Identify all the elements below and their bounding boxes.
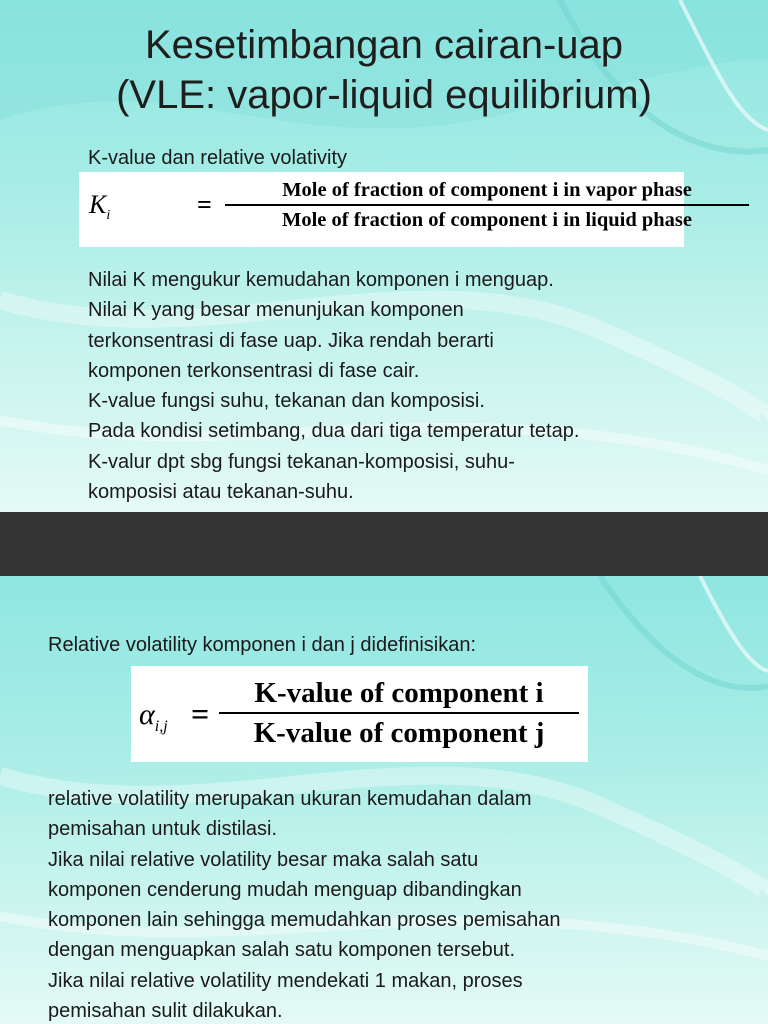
body-line: dengan menguapkan salah satu komponen tersebut.: [48, 939, 516, 962]
formula-denominator: K-value of component j: [219, 712, 579, 752]
body-line: K-valur dpt sbg fungsi tekanan-komposisi, suhu-: [88, 450, 515, 473]
body-line: Pada kondisi setimbang, dua dari tiga temperatur tetap.: [88, 420, 580, 443]
relative-volatility-intro: Relative volatility komponen i dan j didefinisikan:: [48, 634, 477, 656]
slide-title: [0, 20, 768, 120]
body-line: komposisi atau tekanan-suhu.: [88, 481, 354, 504]
body-line: pemisahan sulit dilakukan.: [48, 1000, 283, 1023]
formula-fraction: [225, 176, 749, 234]
body-line: Jika nilai relative volatility besar maka salah satu: [48, 848, 479, 871]
body-line: Nilai K yang besar menunjukan komponen: [88, 299, 464, 322]
title-line-1: Kesetimbangan cairan-uap: [144, 23, 624, 67]
body-line: komponen cenderung mudah menguap dibandingkan: [48, 878, 522, 901]
relative-volatility-formula: [131, 666, 588, 762]
body-line: relative volatility merupakan ukuran kemudahan dalam: [48, 788, 532, 810]
formula-lhs: $\alpha_{i,j}$: [139, 698, 168, 735]
k-value-formula: [79, 172, 692, 247]
subheading: K-value dan relative volativity: [88, 147, 348, 169]
formula-equals: =: [197, 190, 212, 219]
body-line: pemisahan untuk distilasi.: [48, 818, 278, 841]
formula-lhs: $K_i$: [89, 190, 111, 224]
formula-numerator: Mole of fraction of component i in vapor phase: [282, 179, 692, 201]
slide-1-body: [88, 265, 758, 507]
title-line-2: (VLE: vapor-liquid equilibrium): [116, 73, 652, 117]
formula-equals: =: [191, 696, 210, 732]
body-line: K-value fungsi suhu, tekanan dan komposisi.: [88, 390, 485, 413]
formula-denominator: Mole of fraction of component i in liquid phase: [225, 204, 749, 234]
formula-fraction: [219, 674, 579, 752]
body-line: komponen terkonsentrasi di fase cair.: [88, 359, 420, 382]
formula-numerator: K-value of component i: [254, 677, 544, 709]
body-line: Nilai K mengukur kemudahan komponen i menguap.: [88, 269, 554, 291]
slide-separator: [0, 512, 768, 576]
body-line: terkonsentrasi di fase uap. Jika rendah berarti: [88, 329, 494, 352]
slide-2-body: [48, 784, 748, 1024]
body-line: komponen lain sehingga memudahkan proses pemisahan: [48, 909, 561, 932]
body-line: Jika nilai relative volatility mendekati 1 makan, proses: [48, 969, 523, 992]
